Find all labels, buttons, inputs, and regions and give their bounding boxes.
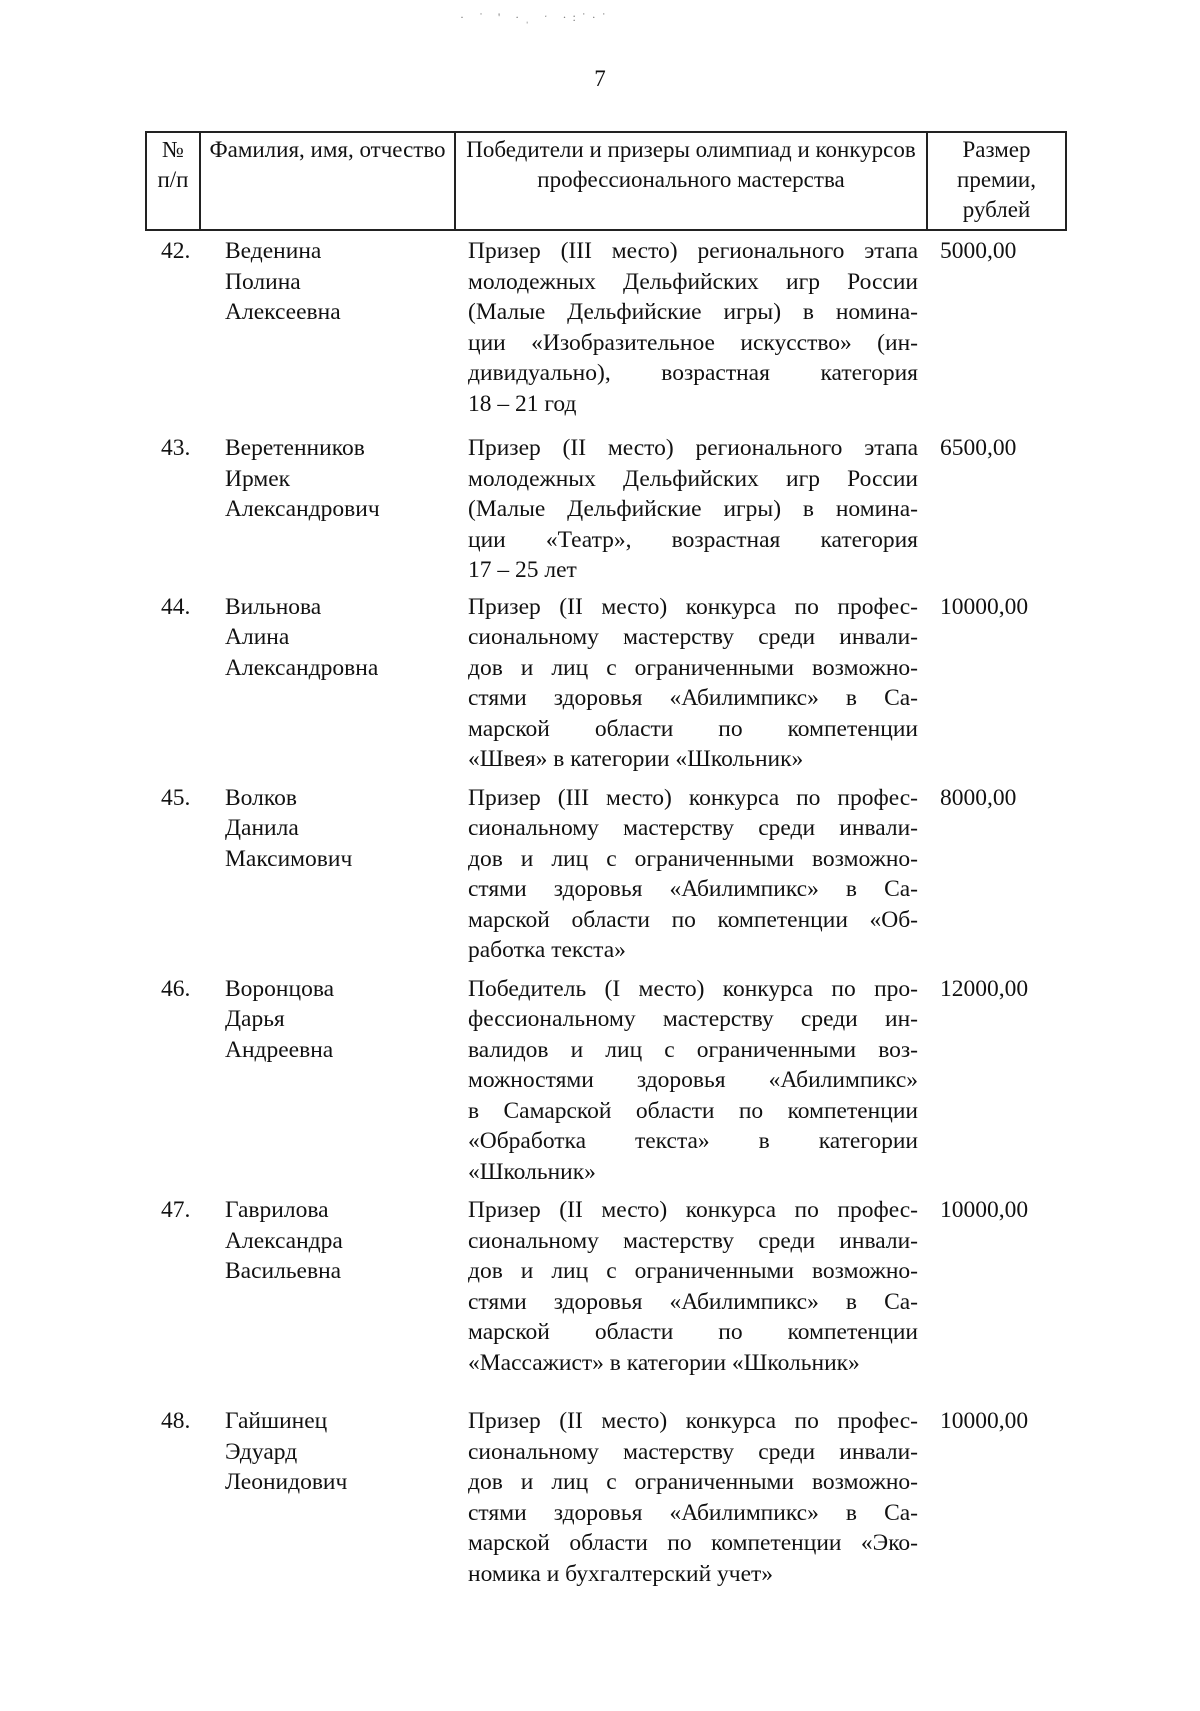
name-part: Эдуард [225, 1438, 298, 1465]
description-line: ции «Изобразительное искусство» (ин- [468, 329, 918, 356]
description-line: номика и бухгалтерский учет» [468, 1560, 774, 1587]
row-number: 43. [161, 435, 191, 461]
row-number: 44. [161, 593, 191, 620]
description-line: 17 – 25 лет [468, 557, 577, 583]
table-row [145, 974, 1065, 1188]
description-line: дов и лиц с ограниченными возможно- [468, 654, 918, 681]
description-line: марской области по компетенции «Эко- [468, 1530, 918, 1556]
name-part: Веретенников [225, 435, 365, 461]
row-description [454, 236, 926, 419]
description-line: «Обработка текста» в категории [468, 1128, 918, 1154]
header-amount: Размер премии, рублей [927, 132, 1066, 230]
table-header [145, 131, 1067, 231]
row-full-name [199, 1406, 454, 1498]
description-line: можностями здоровья «Абилимпикс» [468, 1067, 918, 1093]
description-line: дивидуально), возрастная категория [468, 360, 918, 386]
name-part: Данила [225, 815, 299, 841]
description-line: Призер (III место) регионального этапа [468, 238, 918, 264]
description-line: Призер (III место) конкурса по профес- [468, 784, 918, 811]
description-line: (Малые Дельфийские игры) в номина- [468, 496, 918, 522]
row-description [454, 974, 926, 1188]
name-part: Александрович [225, 496, 380, 522]
description-line: стями здоровья «Абилимпикс» в Са- [468, 685, 918, 711]
row-description [454, 783, 926, 966]
name-part: Вильнова [225, 593, 322, 620]
row-number: 46. [161, 975, 191, 1002]
description-line: фессиональному мастерству среди ин- [468, 1006, 918, 1032]
description-line: сиональному мастерству среди инвали- [468, 815, 918, 841]
table-header-row [146, 132, 1066, 230]
name-part: Алина [225, 624, 290, 650]
scan-noise-decoration: · ˙ ' ·ˌ ˑ ·:˙·˙ [460, 10, 612, 24]
description-line: Призер (II место) конкурса по профес- [468, 1408, 918, 1434]
row-full-name [199, 1195, 454, 1287]
row-number: 47. [161, 1197, 191, 1223]
row-prize-amount: 10000,00 [940, 1408, 1029, 1434]
row-description [454, 433, 926, 586]
row-full-name [199, 974, 454, 1066]
description-line: дов и лиц с ограниченными возможно- [468, 1258, 918, 1284]
row-full-name [199, 783, 454, 875]
row-description [454, 1195, 926, 1378]
name-part: Ирмек [225, 465, 291, 492]
table-row [145, 1406, 1065, 1589]
description-line: стями здоровья «Абилимпикс» в Са- [468, 876, 918, 902]
description-line: Призер (II место) конкурса по профес- [468, 593, 918, 620]
description-line: стями здоровья «Абилимпикс» в Са- [468, 1288, 918, 1315]
name-part: Гаврилова [225, 1197, 329, 1223]
description-line: Призер (II место) регионального этапа [468, 435, 918, 461]
name-part: Андреевна [225, 1036, 334, 1063]
name-part: Дарья [225, 1006, 285, 1032]
description-line: сиональному мастерству среди инвали- [468, 1438, 918, 1465]
name-part: Александра [225, 1227, 343, 1254]
table-row [145, 783, 1065, 966]
header-num: № п/п [146, 132, 200, 230]
description-line: «Массажист» в категории «Школьник» [468, 1349, 860, 1376]
row-prize-amount: 12000,00 [940, 975, 1029, 1002]
row-description [454, 592, 926, 775]
row-prize-amount: 8000,00 [940, 784, 1017, 811]
name-part: Воронцова [225, 975, 335, 1002]
name-part: Леонидович [225, 1469, 348, 1495]
description-line: марской области по компетенции [468, 715, 918, 742]
description-line: сиональному мастерству среди инвали- [468, 1227, 918, 1254]
description-line: стями здоровья «Абилимпикс» в Са- [468, 1499, 918, 1526]
description-line: дов и лиц с ограниченными возможно- [468, 845, 918, 872]
row-prize-amount: 6500,00 [940, 435, 1017, 461]
row-prize-amount: 5000,00 [940, 238, 1017, 264]
name-part: Александровна [225, 654, 379, 681]
name-part: Алексеевна [225, 299, 341, 325]
description-line: «Школьник» [468, 1158, 596, 1185]
description-line: дов и лиц с ограниченными возможно- [468, 1469, 918, 1495]
description-line: сиональному мастерству среди инвали- [468, 624, 918, 650]
row-full-name [199, 433, 454, 525]
description-line: в Самарской области по компетенции [468, 1097, 918, 1124]
description-line: марской области по компетенции [468, 1319, 918, 1345]
row-full-name [199, 592, 454, 684]
table-row [145, 236, 1065, 419]
description-line: (Малые Дельфийские игры) в номина- [468, 299, 918, 325]
description-line: 18 – 21 год [468, 390, 577, 417]
row-number: 42. [161, 238, 191, 264]
description-line: работка текста» [468, 937, 626, 963]
name-part: Полина [225, 268, 301, 295]
description-line: «Швея» в категории «Школьник» [468, 746, 804, 772]
name-part: Гайшинец [225, 1408, 328, 1434]
page-number: 7 [594, 66, 606, 91]
header-description: Победители и призеры олимпиад и конкурсов профессионального мастерства [455, 132, 927, 230]
table-row [145, 433, 1065, 586]
row-number: 45. [161, 784, 191, 811]
row-description [454, 1406, 926, 1589]
description-line: марской области по компетенции «Об- [468, 906, 918, 933]
description-line: валидов и лиц с ограниченными воз- [468, 1036, 918, 1063]
name-part: Максимович [225, 845, 353, 872]
name-part: Волков [225, 784, 297, 811]
row-full-name [199, 236, 454, 328]
header-name: Фамилия, имя, отчество [200, 132, 455, 230]
name-part: Веденина [225, 238, 322, 264]
name-part: Васильевна [225, 1258, 342, 1284]
table-row [145, 592, 1065, 775]
description-line: молодежных Дельфийских игр России [468, 465, 918, 492]
description-line: молодежных Дельфийских игр России [468, 268, 918, 295]
description-line: Победитель (I место) конкурса по про- [468, 975, 918, 1002]
row-prize-amount: 10000,00 [940, 593, 1029, 620]
row-number: 48. [161, 1408, 191, 1434]
table-body [145, 236, 1065, 1589]
row-prize-amount: 10000,00 [940, 1197, 1029, 1223]
description-line: Призер (II место) конкурса по профес- [468, 1197, 918, 1223]
table-row [145, 1195, 1065, 1378]
description-line: ции «Театр», возрастная категория [468, 526, 918, 553]
